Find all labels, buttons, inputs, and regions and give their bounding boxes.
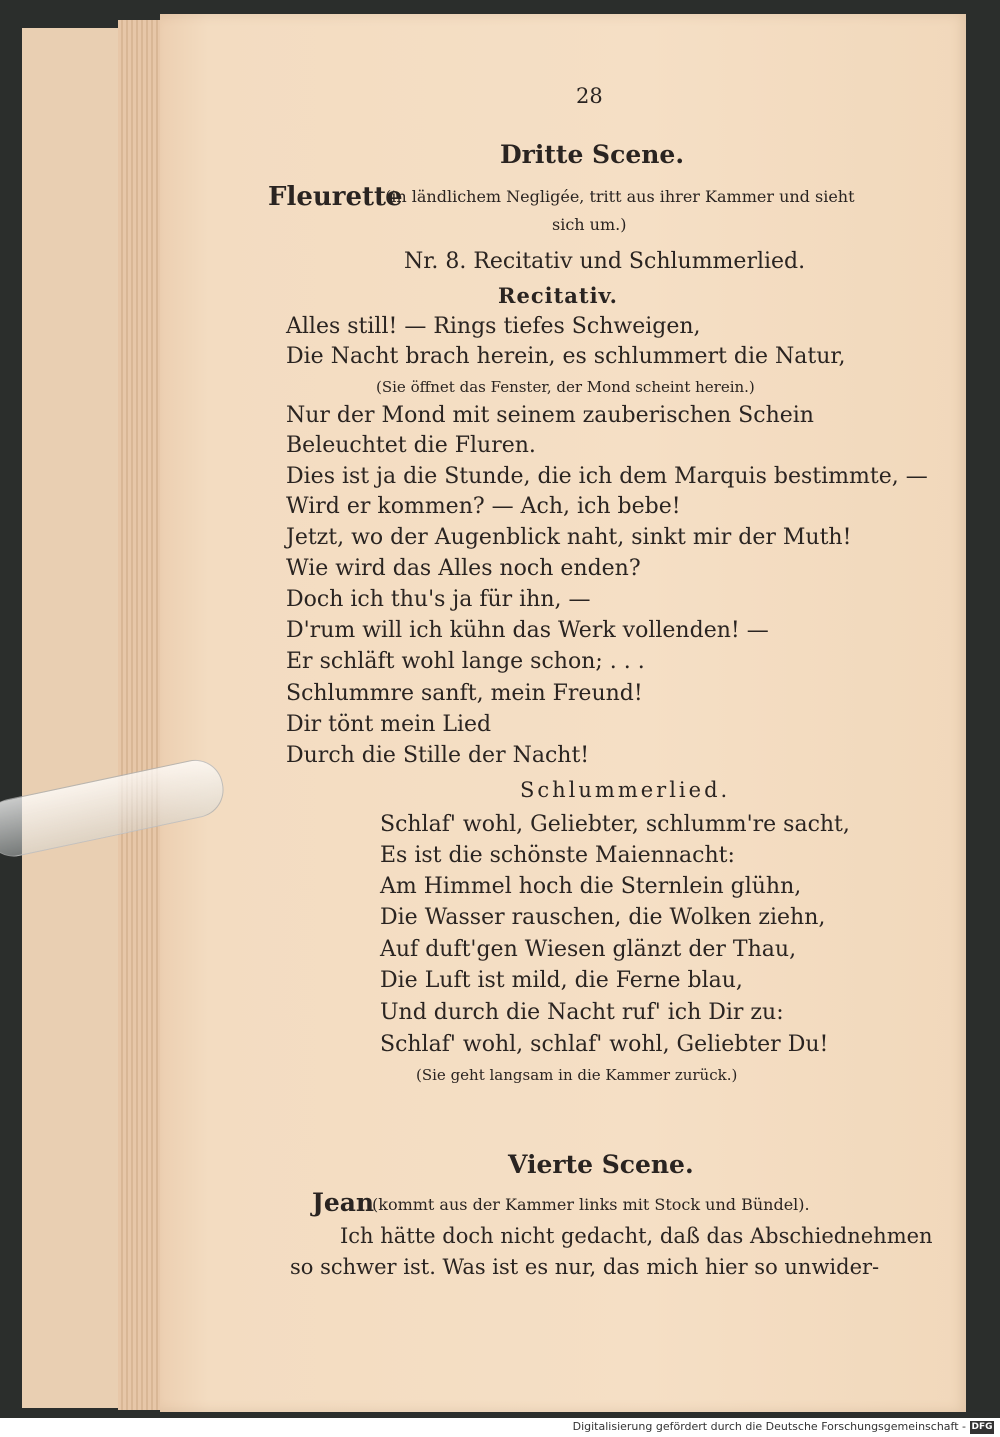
recitativ-line: Wie wird das Alles noch enden? bbox=[286, 556, 641, 581]
page-edges bbox=[118, 20, 166, 1410]
recitativ-line: Dies ist ja die Stunde, die ich dem Marquis bestimmte, — bbox=[286, 464, 928, 489]
lied-line: Schlaf' wohl, schlaf' wohl, Geliebter Du! bbox=[380, 1032, 829, 1057]
number-title: Nr. 8. Recitativ und Schlummerlied. bbox=[404, 249, 806, 274]
digitization-credit: Digitalisierung gefördert durch die Deutsche Forschungsgemeinschaft - bbox=[572, 1420, 966, 1433]
scene4-heading: Vierte Scene. bbox=[508, 1150, 694, 1179]
recitativ-line: Er schläft wohl lange schon; . . . bbox=[286, 649, 645, 674]
scene4-stage-direction: (kommt aus der Kammer links mit Stock und Bündel). bbox=[372, 1195, 810, 1214]
recitativ-line: Jetzt, wo der Augenblick naht, sinkt mir der Muth! bbox=[286, 525, 852, 550]
lied-line: Die Wasser rauschen, die Wolken ziehn, bbox=[380, 905, 826, 930]
lied-line: Am Himmel hoch die Sternlein glühn, bbox=[380, 874, 802, 899]
lied-line: Die Luft ist mild, die Ferne blau, bbox=[380, 968, 743, 993]
recitativ-line: D'rum will ich kühn das Werk vollenden! — bbox=[286, 618, 769, 643]
lied-heading: Schlummerlied. bbox=[520, 778, 731, 802]
dfg-logo: DFG bbox=[971, 1422, 993, 1432]
recitativ-stage-direction: (Sie öffnet das Fenster, der Mond scheint herein.) bbox=[376, 378, 755, 396]
lied-line: Auf duft'gen Wiesen glänzt der Thau, bbox=[380, 937, 797, 962]
scene3-stage-direction-2: sich um.) bbox=[552, 215, 627, 234]
scene3-character: Fleurette bbox=[268, 182, 403, 212]
recitativ-line: Beleuchtet die Fluren. bbox=[286, 433, 536, 458]
scan-right-edge bbox=[966, 14, 1000, 1412]
lied-line: Schlaf' wohl, Geliebter, schlumm're sacht, bbox=[380, 812, 850, 837]
recitativ-heading: Recitativ. bbox=[498, 283, 618, 308]
recitativ-line: Doch ich thu's ja für ihn, — bbox=[286, 587, 591, 612]
scene4-line: so schwer ist. Was ist es nur, das mich hier so unwider- bbox=[290, 1255, 880, 1279]
recitativ-line: Wird er kommen? — Ach, ich bebe! bbox=[286, 494, 681, 519]
scene3-heading: Dritte Scene. bbox=[500, 140, 685, 169]
recitativ-line: Alles still! — Rings tiefes Schweigen, bbox=[286, 314, 701, 339]
recitativ-line: Nur der Mond mit seinem zauberischen Schein bbox=[286, 403, 814, 428]
exit-stage-direction: (Sie geht langsam in die Kammer zurück.) bbox=[416, 1066, 738, 1084]
page-number: 28 bbox=[576, 84, 603, 108]
recitativ-line: Durch die Stille der Nacht! bbox=[286, 743, 590, 768]
scene4-character: Jean bbox=[312, 1188, 375, 1217]
book-back-cover bbox=[22, 28, 123, 1408]
recitativ-line: Dir tönt mein Lied bbox=[286, 712, 492, 737]
recitativ-line: Die Nacht brach herein, es schlummert die Natur, bbox=[286, 344, 846, 369]
lied-line: Es ist die schönste Maiennacht: bbox=[380, 843, 735, 868]
lied-line: Und durch die Nacht ruf' ich Dir zu: bbox=[380, 1000, 784, 1025]
scene4-line: Ich hätte doch nicht gedacht, daß das Abschiednehmen bbox=[340, 1224, 933, 1248]
scene3-stage-direction-1: (in ländlichem Negligée, tritt aus ihrer Kammer und sieht bbox=[385, 187, 855, 206]
recitativ-line: Schlummre sanft, mein Freund! bbox=[286, 681, 643, 706]
